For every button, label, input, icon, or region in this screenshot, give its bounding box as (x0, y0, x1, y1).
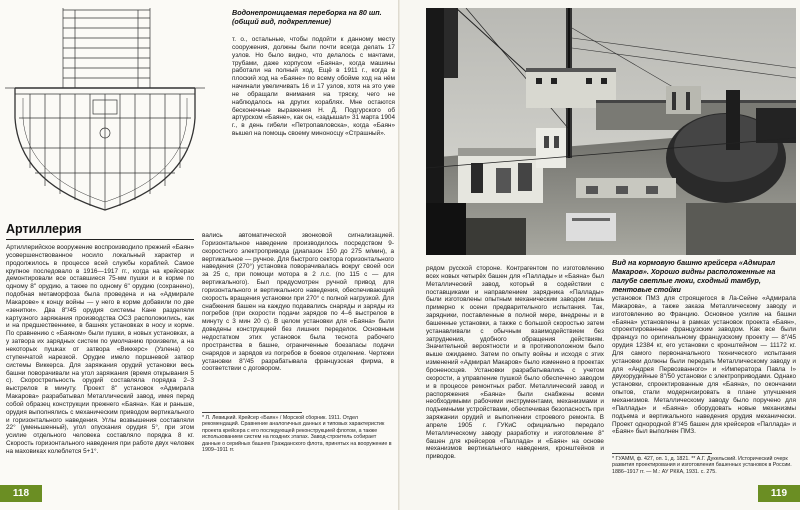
cruiser-photo (426, 8, 796, 255)
column-2: вались автоматической звонковой сигнализацией. Горизонтальное наведение производилось посредством 9-скоростного электропривода (диапазон 150 до 275 м/мин), а вертикальное — ручное. Для быстрого сектора горизонтального наведения (270°) установка поворачивалась вокруг своей оси за 25 с, при помощи мотора в 2 л.с. (по 115 с — для вертикального). Был предусмотрен ручной привод для горизонтального и вертикального наведения, обеспечивающий скорость вращения установки при 270° с полной нагрузкой. Для снабжения башен на каждую подавались снаряды и заряды из погребов (при скорости подачи зарядов по 4–6 выстрелов в минуту с 3 мин 20 с). В целом установки для «Баяна» были доведены конструкцией без лишних переделок. Основным недостатком этих установок была теснота рабочего пространства в башне, ограниченные боезапасы подачи снарядов и зарядов из погребов в боевое отделение. Чертежи установки 8"/45 разрабатывала французская фирма, в соответствии с договором. (202, 232, 394, 373)
footnotes: * ГУАММ, ф. 427, оп. 1, д. 1821. ** А.Г. Дукельский. Исторический очерк развития проектирования и изготовления башенных установок в России. 1886–1917 гг. — М.: АУ РККА, 1931. с. 275. (612, 456, 792, 475)
right-page (400, 0, 800, 510)
footnote-rule (612, 453, 712, 454)
footnotes: * Л. Левицкий. Крейсер «Баян» / Морской сборник. 1911. Отдел рекомендаций. Сравнение аналогичных данных и типовых характеристик проекта крейсера с его последующей реконструкцией флотом, а также использованием систем на поздних этапах. Завод-строитель собирает данные о серийных башнях Гражданского флота, принятых на вооружение в 1909–1911 гг. (202, 415, 392, 454)
column-2: установок ПМЗ для строящегося в Ла-Сейне «Адмирала Макарова», а также заказа Металлическому заводу и изготовлению во Францию. Основное усилие на башни «Баяна» установлены в рамках установок проекта «Баян», спроектированные французским заводом. Как все были француз по оригинальному французскому проекту — 8"/45 орудия 12384 кг, его установки с кронштейном — 11172 кг. Для самого первоначального технического испытания установки должны были передать Металлическому заводу и для «Андрея Первозванного» и «Императора Павла I» двухорудийные 8"/50 установки с электроприводами. Однако установки, спроектированные для «Баяна», по окончании опытов, стали модернизировать в плане улучшения механизмов. Металлическому заводу было поручено для «Паллады» и «Баяна» оборудовать новые механизмы подъема и вертикального наведения орудия механически. Проект однородной 8"/45 башен для крейсеров «Паллада» и «Баян» был выполнен ПМЗ. (612, 295, 796, 436)
section-title: Артиллерия (6, 222, 82, 236)
footnote-rule (202, 412, 302, 413)
paragraph-top: т. о., остальные, чтобы подойти к данному месту сооружения, должны были почти всегда делать 17 узлов. Но было видно, что делалось с мачтами, трубами, даже корпусом «Баяна», когда машины работали на полный ход. Ещё в 1911 г., когда в плоский ход на «Баяне» по всему обойме ход на нём начинали увеличивать 16 и 17 узлов, хотя на это уже не обращали внимания на тряску, чего не наблюдалось на других кораблях. Мне остаются бесконечные выражения Н. Д. Подгурского об артурском «Баяне», как он, «задышал» 31 марта 1904 г., в день гибели «Петропавловска», когда «Баян» вышел на помощь своему миноносцу «Страшный». (232, 36, 395, 138)
column-1: рядом русской стороне. Контрагентом по изготовлению всех новых четырёх башен для «Паллады» и «Баяна» был Металлический завод, который в содействии с поставщиками и направлением зарядника «Паллады» были изготовлены опытным механическим заводом лишь примерно к осени предварительного испытания. Так, зарядники, поставленные в полной мере, внедрены и в башенные установки, а также с большой скоростью затем устанавливали с обычным взаимодействием без затруднения, удобного обращения действиям. Значительной вероятности и в противоположном было выше ожидаемо. Затем по опыту войны и исходя с этих изменений «Адмирал Макаров» было изменено в проектах броненосцев. Установки разрабатывались с учетом скорости, а управление пушкой было обеспечено заводом и в процессе ремонтных работ. Металлический завод и распоряжения «Баяна» были снабжены всеми необходимыми рабочими инструментами, механизмами и подъемными устройствами, обеспечивая безопасность при заряжании орудий и выполнении строевого ремонта. В апреле 1905 г. ГУКиС официально передало Металлическому заводу разработку и изготовление 8" башен для крейсеров «Паллада» и «Баян» на основе механизмов вертикального наведения, кронштейнов и приводов. (426, 265, 604, 461)
page-number: 119 (758, 485, 800, 502)
column-1: Артиллерийское вооружение воспроизводило прежний «Баян» усовершенствованное носило локальный характер и продолжилось в процессе всей службы кораблей. Самое крупное последовало в 1916—1917 гг., когда на крейсерах демонтировали все оставшиеся 75-мм пушки и в корме по одному 8" орудию, а также по одному 6" орудию (сохранено), подобная метаморфоза была проведена и на «Адмирале Макарове» к концу войны — у него в корме добавили по две «зенитки». Два 8"/45 орудия системы Кане разделяли картузного заряжания производства ОСЗ расположились, как и на предшественнике, в башнях установках в носу и корме. По сравнению с «Баяном» были пушки, в новых установках, а у затвора их зарядных систем по умолчанию произвели, а на некоторых пушках от затвора «Виккерс» (Узлена) со ступенчатой нарезкой. Орудие имело поршневой затвор системы Виккерса. Для заряжания орудий установки весь башни поворачивали на угол заряжания (время открывания 5 с). Скорострельность орудий составляла порядка 2–3 выстрелов в минуту. Проект 8" установок «Адмирала Макарова» разрабатывал Металлический завод, имея перед собой образец конструкции прежнего «Баяна». Как и раньше, орудия выполнялись с механическим приводом вертикального и горизонтального наведения. Углы возвышения составляли 22° (уменьшенный), угол опускания орудия 5°, при этом усилие отдельного человека составляло порядка 8 кг. Скорость горизонтального наведения при работе двух человек на маховиках колеблется 5+1°. (6, 244, 194, 455)
bulkhead-drawing (5, 8, 205, 216)
figure-caption: Водонепроницаемая переборка на 80 шп. (общий вид, подкрепление) (232, 8, 382, 26)
page-number: 118 (0, 485, 42, 502)
photo-caption: Вид на кормовую башню крейсера «Адмирал Макаров». Хорошо видны расположенные на палубе светлые люки, сходный тамбур, тентовые стойки (612, 258, 776, 294)
section-rule (6, 239, 194, 240)
